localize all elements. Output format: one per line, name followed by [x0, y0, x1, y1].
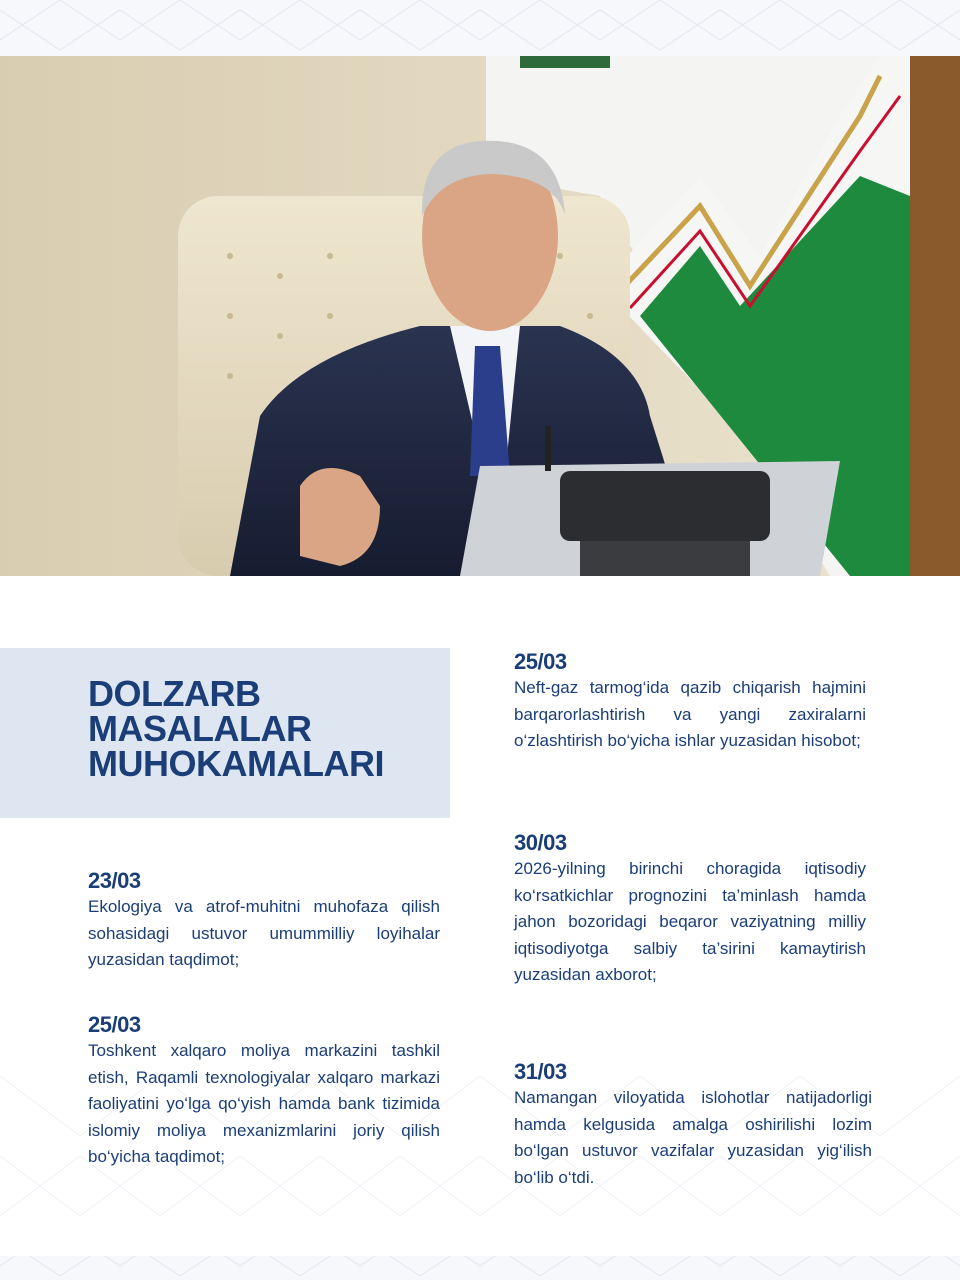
agenda-text: Neft-gaz tarmog‘ida qazib chiqarish hajmini barqarorlashtirish va yangi zaxiralarni o‘zlashtirish bo‘yicha ishlar yuzasidan hisobot; — [514, 678, 866, 750]
agenda-date: 30/03 — [514, 830, 567, 855]
agenda-item — [514, 1059, 872, 1191]
agenda-text: Ekologiya va atrof-muhitni muhofaza qilish sohasidagi ustuvor umummilliy loyihalar yuzasidan taqdimot; — [88, 897, 440, 969]
agenda-item — [88, 1012, 440, 1171]
agenda-text: Namangan viloyatida islohotlar natijadorligi hamda kelgusida amalga oshirilishi lozim bo‘lgan ustuvor vazifalar yuzasidan yig‘ilish bo‘lib o‘tdi. — [514, 1088, 872, 1187]
agenda-item — [514, 649, 866, 755]
agenda-date: 23/03 — [88, 868, 141, 893]
agenda-text: 2026-yilning birinchi choragida iqtisodiy ko‘rsatkichlar prognozini ta’minlash hamda jahon bozoridagi beqaror vaziyatning milliy iqtisodiyotga salbiy ta’sirini kamaytirish yuzasidan axborot; — [514, 859, 866, 984]
agenda-item — [88, 868, 440, 974]
agenda-text: Toshkent xalqaro moliya markazini tashkil etish, Raqamli texnologiyalar xalqaro markazi faoliyatini yo‘lga qo‘yish hamda bank tizimida islomiy moliya mexanizmlarini joriy qilish bo‘yicha taqdimot; — [88, 1041, 440, 1166]
agenda-date: 25/03 — [514, 649, 567, 674]
agenda-date: 25/03 — [88, 1012, 141, 1037]
agenda-item — [514, 830, 866, 989]
agenda-date: 31/03 — [514, 1059, 567, 1084]
page-title: DOLZARB MASALALAR MUHOKAMALARI — [88, 673, 384, 784]
meeting-photo — [0, 56, 960, 576]
